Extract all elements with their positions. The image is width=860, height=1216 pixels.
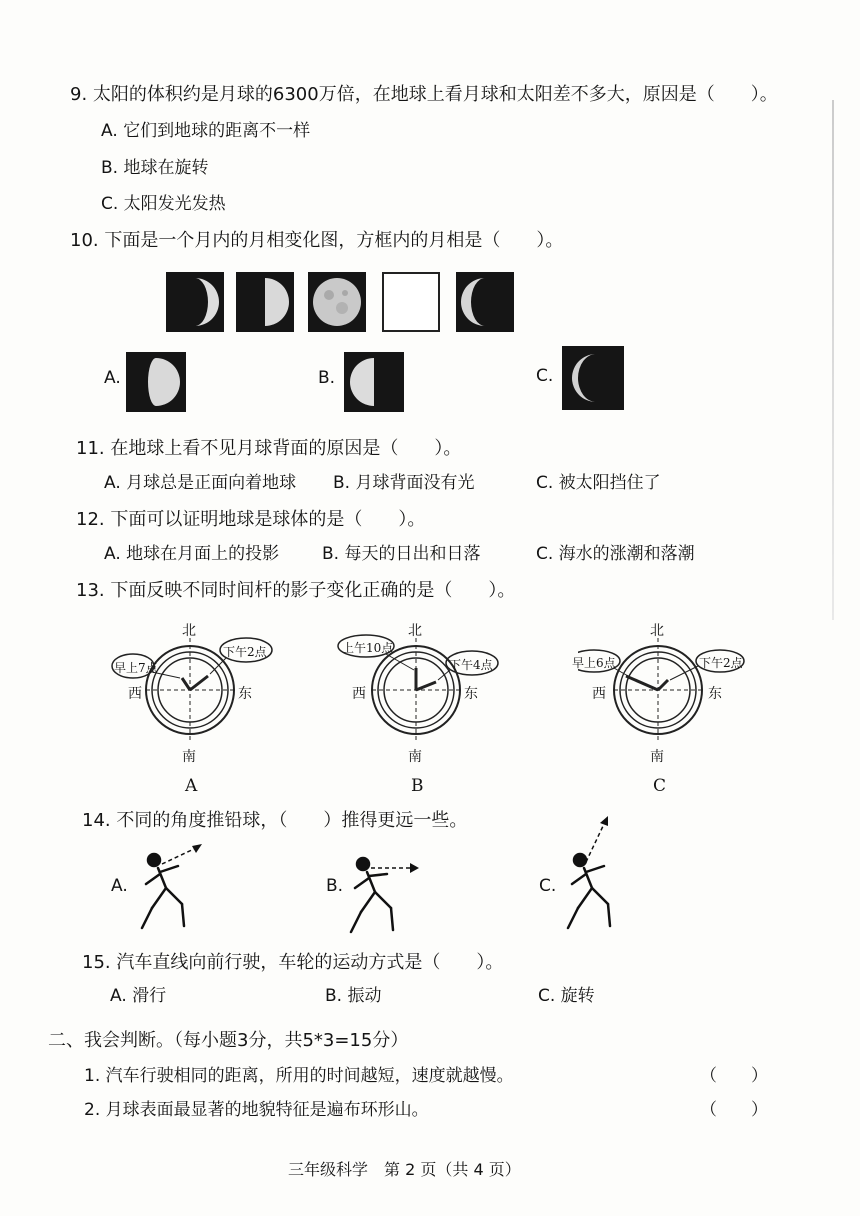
question-12: 12. 下面可以证明地球是球体的是（ ）。 (76, 509, 426, 530)
judge-item-2: 2. 月球表面最显著的地貌特征是遍布环形山。 (84, 1100, 429, 1120)
question-14: 14. 不同的角度推铅球，（ ）推得更远一些。 (82, 810, 468, 831)
diagram-c-east: 东 (708, 686, 722, 702)
q11-option-a[interactable]: A. 月球总是正面向着地球 (104, 473, 297, 493)
diagram-b-letter: B (411, 776, 424, 796)
q10-option-c-moon[interactable] (562, 346, 624, 410)
athlete-b-icon[interactable] (345, 846, 425, 946)
diagram-a-right-tag: 下午2点 (223, 645, 267, 659)
diagram-c-right-tag: 下午2点 (699, 656, 743, 670)
q15-option-a[interactable]: A. 滑行 (110, 986, 167, 1006)
section-2-title: 二、我会判断。（每小题3分，共5*3=15分） (48, 1030, 409, 1051)
moon-phase-2 (236, 272, 294, 332)
q9-option-c[interactable]: C. 太阳发光发热 (101, 194, 226, 214)
page-footer: 三年级科学 第 2 页（共 4 页） (288, 1160, 521, 1179)
q12-option-a[interactable]: A. 地球在月面上的投影 (104, 544, 280, 564)
diagram-a-south: 南 (182, 749, 196, 765)
q11-option-c[interactable]: C. 被太阳挡住了 (536, 473, 661, 493)
diagram-c-north: 北 (650, 623, 664, 639)
scan-edge (832, 100, 834, 620)
diagram-b-north: 北 (408, 623, 422, 639)
diagram-b-west: 西 (352, 686, 366, 702)
q9-option-b[interactable]: B. 地球在旋转 (101, 158, 209, 178)
diagram-c-left-tag: 早上6点 (572, 656, 616, 670)
athlete-a-icon[interactable] (136, 838, 216, 938)
athlete-c-icon[interactable] (562, 812, 642, 936)
diagram-a-east: 东 (238, 686, 252, 702)
diagram-a-west: 西 (128, 686, 142, 702)
diagram-a-north: 北 (182, 623, 196, 639)
q15-option-c[interactable]: C. 旋转 (538, 986, 595, 1006)
q10-option-b-moon[interactable] (344, 352, 404, 412)
q10-option-a[interactable]: A. (104, 368, 121, 388)
diagram-b-south: 南 (408, 749, 422, 765)
question-13: 13. 下面反映不同时间杆的影子变化正确的是（ ）。 (76, 580, 516, 601)
question-11: 11. 在地球上看不见月球背面的原因是（ ）。 (76, 438, 462, 459)
q12-option-b[interactable]: B. 每天的日出和日落 (322, 544, 481, 564)
moon-phase-1 (166, 272, 224, 332)
question-9: 9. 太阳的体积约是月球的6300万倍，在地球上看月球和太阳差不多大，原因是（ ）。 (70, 84, 778, 105)
q10-option-c[interactable]: C. (536, 366, 554, 386)
q14-option-a[interactable]: A. (111, 876, 128, 896)
shadow-diagram-a[interactable] (110, 618, 280, 798)
judge-item-1: 1. 汽车行驶相同的距离，所用的时间越短，速度就越慢。 (84, 1066, 514, 1086)
moon-phase-full (308, 272, 366, 332)
diagram-b-left-tag: 上午10点 (342, 641, 394, 655)
q15-option-b[interactable]: B. 振动 (325, 986, 382, 1006)
moon-phase-5 (456, 272, 514, 332)
diagram-a-letter: A (185, 776, 198, 796)
q14-option-c[interactable]: C. (539, 876, 557, 896)
shadow-diagram-b[interactable] (336, 618, 506, 798)
diagram-a-left-tag: 早上7点 (114, 661, 158, 675)
judge-item-1-blank[interactable]: （ ） (700, 1066, 768, 1086)
diagram-b-right-tag: 下午4点 (449, 658, 493, 672)
diagram-c-west: 西 (592, 686, 606, 702)
diagram-c-letter: C (653, 776, 667, 796)
moon-phase-blank-box (382, 272, 440, 332)
question-10: 10. 下面是一个月内的月相变化图，方框内的月相是（ ）。 (70, 230, 564, 251)
q9-option-a[interactable]: A. 它们到地球的距离不一样 (101, 121, 311, 141)
q10-option-a-moon[interactable] (126, 352, 186, 412)
judge-item-2-blank[interactable]: （ ） (700, 1100, 768, 1120)
diagram-c-south: 南 (650, 749, 664, 765)
q10-option-b[interactable]: B. (318, 368, 336, 388)
q11-option-b[interactable]: B. 月球背面没有光 (333, 473, 475, 493)
q12-option-c[interactable]: C. 海水的涨潮和落潮 (536, 544, 695, 564)
shadow-diagram-c[interactable] (572, 618, 748, 798)
question-15: 15. 汽车直线向前行驶，车轮的运动方式是（ ）。 (82, 952, 504, 973)
q14-option-b[interactable]: B. (326, 876, 344, 896)
diagram-b-east: 东 (464, 686, 478, 702)
